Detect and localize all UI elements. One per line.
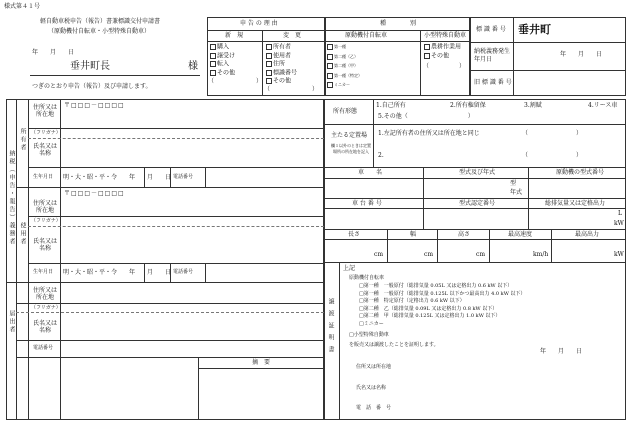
- sign-number-label: 標 識 番 号: [476, 26, 506, 33]
- type-moped-item-label: 第一種: [334, 44, 346, 49]
- model-unit-year: 年式: [510, 189, 523, 196]
- checkbox-icon[interactable]: [210, 53, 216, 59]
- type-special-paren: （ ）: [423, 63, 466, 70]
- reason-new-item-label: 譲受け: [217, 52, 236, 59]
- proof-side-label: 譲渡証明書: [327, 298, 334, 358]
- reason-change-item-label: その他: [273, 77, 292, 85]
- checkbox-icon[interactable]: [424, 53, 430, 59]
- reason-new-item-1[interactable]: [210, 53, 235, 60]
- reason-change-item-1[interactable]: [266, 53, 291, 60]
- user-name-label: 氏名又は名称: [32, 238, 57, 252]
- reason-new-paren: （ ）: [208, 78, 263, 85]
- ownership-label: 所有形態: [333, 108, 358, 115]
- checkbox-icon[interactable]: [210, 44, 216, 50]
- application-date: 年 月 日: [32, 49, 75, 56]
- remarks-label: 摘 要: [252, 359, 271, 366]
- checkbox-icon[interactable]: [266, 70, 272, 76]
- type-moped-header: 原動機付自転車: [345, 32, 388, 39]
- sama: 様: [188, 61, 198, 72]
- form-id: 様式第４１号: [4, 3, 41, 10]
- storage-opt1-paren: （ ）: [522, 130, 583, 137]
- ownership-other[interactable]: 5.その他（ ）: [378, 113, 474, 120]
- unit-l: L: [618, 210, 622, 217]
- storage-opt2[interactable]: 2.: [378, 152, 384, 159]
- unit-kw: kW: [614, 220, 624, 227]
- reporter-furigana-label: （フリガナ）: [31, 305, 61, 311]
- proof-address-label: 住所又は所在地: [356, 364, 392, 370]
- length-label: 長さ: [348, 231, 361, 238]
- type-header: 種 別: [380, 20, 417, 27]
- old-number-label: 旧 標 識 番 号: [474, 79, 512, 86]
- owner-address-label: 住所又は所在地: [32, 104, 57, 118]
- reporter-group-label: 届出者: [8, 310, 15, 334]
- type-moped-item-2[interactable]: [327, 63, 358, 69]
- height-label: 高さ: [458, 231, 471, 238]
- storage-label: 主たる定置場: [331, 132, 368, 139]
- issue-date-value[interactable]: 年 月 日: [560, 51, 603, 58]
- type-moped-item-label: ミニカー: [334, 82, 350, 87]
- model-label: 型式及び年式: [459, 169, 496, 176]
- speed-label: 最高速度: [508, 231, 533, 238]
- remarks-box: [198, 357, 324, 420]
- owner-side-label: 納税（申告・報告）義務者: [8, 150, 15, 246]
- reason-new-item-2[interactable]: [210, 61, 229, 68]
- user-phone-label: 電話番号: [173, 269, 194, 275]
- checkbox-icon[interactable]: [327, 54, 333, 60]
- reason-new-item-label: 購入: [217, 43, 230, 51]
- owner-furigana-label: （フリガナ）: [31, 130, 61, 136]
- ownership-option[interactable]: 4.リース車: [588, 102, 618, 109]
- reason-change-item-4[interactable]: [266, 78, 291, 85]
- storage-opt1[interactable]: 1.左記所有者の住所又は所在地と同じ: [378, 130, 480, 137]
- checkbox-icon[interactable]: [327, 73, 333, 79]
- proof-item[interactable]: □第一種 一般原付（総排気量 0.05L 又は定格出力 0.6 kW 以下）: [359, 283, 513, 289]
- sign-number-value[interactable]: 垂井町: [518, 23, 551, 36]
- type-special-item-label: その他: [431, 52, 450, 60]
- user-furigana-label: （フリガナ）: [31, 218, 61, 224]
- checkbox-icon[interactable]: [210, 61, 216, 67]
- type-moped-item-4[interactable]: [327, 82, 350, 88]
- reason-new-item-0[interactable]: [210, 44, 229, 51]
- frame-label: 車 台 番 号: [352, 200, 382, 207]
- width-label: 幅: [410, 231, 417, 238]
- addressee-underline: [30, 75, 200, 76]
- ownership-options: [376, 103, 624, 111]
- owner-phone-label: 電話番号: [173, 174, 194, 180]
- reason-change-item-label: 住所: [273, 60, 286, 68]
- reason-header: 申 告 の 理 由: [240, 20, 278, 27]
- owner-name-label: 氏名又は名称: [32, 143, 57, 157]
- proof-name-label: 氏名又は名称: [356, 385, 387, 391]
- proof-item[interactable]: □第一種 一般原付（総排気量 0.125L 以下かつ最高出力 4.0 kW 以下）: [359, 290, 526, 297]
- maker-label: 車 名: [358, 169, 383, 176]
- intro-text: つぎのとおり申告（報告）及び申請します。: [32, 83, 152, 90]
- addressee: 垂井町長: [70, 61, 110, 72]
- checkbox-icon[interactable]: [327, 82, 333, 88]
- checkbox-icon[interactable]: [266, 61, 272, 67]
- proof-item[interactable]: □第二種 乙（総排気量 0.09L 又は定格出力 0.8 kW 以下）: [359, 305, 498, 312]
- cert-label: 型式認定番号: [459, 200, 496, 207]
- type-moped-item-label: 第一種（特定）: [334, 72, 362, 78]
- displacement-label: 総排気量又は定格出力: [545, 200, 606, 207]
- proof-item[interactable]: □ミニカー: [359, 320, 384, 327]
- ownership-option[interactable]: 1.自己所有: [376, 102, 406, 109]
- reason-new-item-label: その他: [217, 69, 236, 76]
- proof-date[interactable]: 年 月 日: [540, 348, 583, 355]
- width-unit: cm: [424, 251, 434, 258]
- type-special-header: 小型特殊自動車: [424, 32, 467, 39]
- reason-change-item-2[interactable]: [266, 61, 285, 68]
- checkbox-icon[interactable]: [266, 44, 272, 50]
- user-birth-value[interactable]: 明・大・昭・平・令 年 月 日: [63, 269, 172, 276]
- proof-item[interactable]: □第二種 甲（総排気量 0.125L 又は定格出力 1.0 kW 以下）: [359, 313, 501, 319]
- type-moped-item-3[interactable]: [327, 73, 362, 79]
- checkbox-icon[interactable]: [424, 44, 430, 50]
- type-special-item-label: 農耕作業用: [431, 43, 462, 51]
- checkbox-icon[interactable]: [266, 78, 272, 84]
- proof-item[interactable]: □第一種 特定原付（定格出力 0.6 kW 以下）: [359, 298, 465, 304]
- checkbox-icon[interactable]: [266, 53, 272, 59]
- proof-statement: を販売又は譲渡したことを証明します。: [349, 342, 439, 348]
- power-label: 最高出力: [575, 231, 600, 238]
- reason-change-item-0[interactable]: [266, 44, 291, 51]
- type-moped-item-label: 第二種（甲）: [334, 63, 358, 68]
- reason-change-item-label: 使用者: [273, 52, 292, 59]
- reporter-phone-label: 電話番号: [33, 345, 54, 351]
- reporter-name-label: 氏名又は名称: [32, 320, 57, 334]
- reason-change-header: 変 更: [283, 32, 302, 39]
- ownership-option[interactable]: 2.所有権留保: [450, 102, 486, 109]
- issue-date-label: 納税義務発生年月日: [474, 48, 511, 63]
- height-unit: cm: [476, 251, 486, 258]
- checkbox-icon[interactable]: [327, 44, 333, 50]
- user-birth-label: 生年月日: [33, 269, 54, 275]
- proof-header: 上記: [343, 265, 356, 272]
- user-group-label: 使用者: [19, 222, 26, 246]
- length-unit: cm: [374, 251, 384, 258]
- ownership-option[interactable]: 3.割賦: [524, 102, 542, 109]
- reason-change-item-label: 標識番号: [273, 69, 298, 76]
- reason-new-item-label: 転入: [217, 60, 230, 68]
- storage-note: 欄１以外のときは定置場所の所在地を記入: [331, 143, 371, 154]
- motor-label: 原動機の型式番号: [556, 169, 605, 176]
- user-postal[interactable]: 〒□□□－□□□□: [64, 190, 125, 197]
- proof-phone-label: 電 話 番 号: [356, 405, 392, 411]
- owner-birth-value[interactable]: 明・大・昭・平・令 年 月 日: [63, 174, 172, 181]
- owner-birth-label: 生年月日: [33, 174, 54, 180]
- reason-new-header: 新 規: [225, 32, 244, 39]
- owner-group-label: 所有者: [19, 128, 26, 152]
- type-moped-item-0[interactable]: [327, 44, 346, 50]
- checkbox-icon[interactable]: [327, 63, 333, 69]
- model-unit-type: 型: [510, 180, 517, 187]
- reason-change-paren: （ ）: [264, 86, 319, 93]
- form-subtitle: （原動機付自転車・小型特殊自動車）: [48, 28, 151, 35]
- type-moped-item-1[interactable]: [327, 54, 358, 60]
- checkbox-icon[interactable]: [210, 70, 216, 76]
- proof-moped: 原動機付自転車: [349, 275, 385, 281]
- type-special-item-0[interactable]: [424, 44, 461, 51]
- owner-postal[interactable]: 〒□□□－□□□□: [64, 102, 125, 109]
- reporter-address-label: 住所又は所在地: [32, 287, 57, 301]
- storage-opt2-paren: （ ）: [522, 152, 583, 159]
- power-unit: kW: [614, 251, 624, 258]
- reason-change-item-label: 所有者: [273, 43, 292, 51]
- reason-change-item-3[interactable]: [266, 70, 297, 77]
- user-address-label: 住所又は所在地: [32, 200, 57, 214]
- proof-special: □小型特殊自動車: [349, 332, 389, 338]
- type-moped-item-label: 第二種（乙）: [334, 53, 358, 59]
- form-title: 軽自動車税申告（報告）書兼標識交付申請書: [40, 18, 161, 25]
- reason-new-item-3[interactable]: [210, 70, 235, 77]
- type-special-item-1[interactable]: [424, 53, 449, 60]
- speed-unit: km/h: [533, 251, 549, 258]
